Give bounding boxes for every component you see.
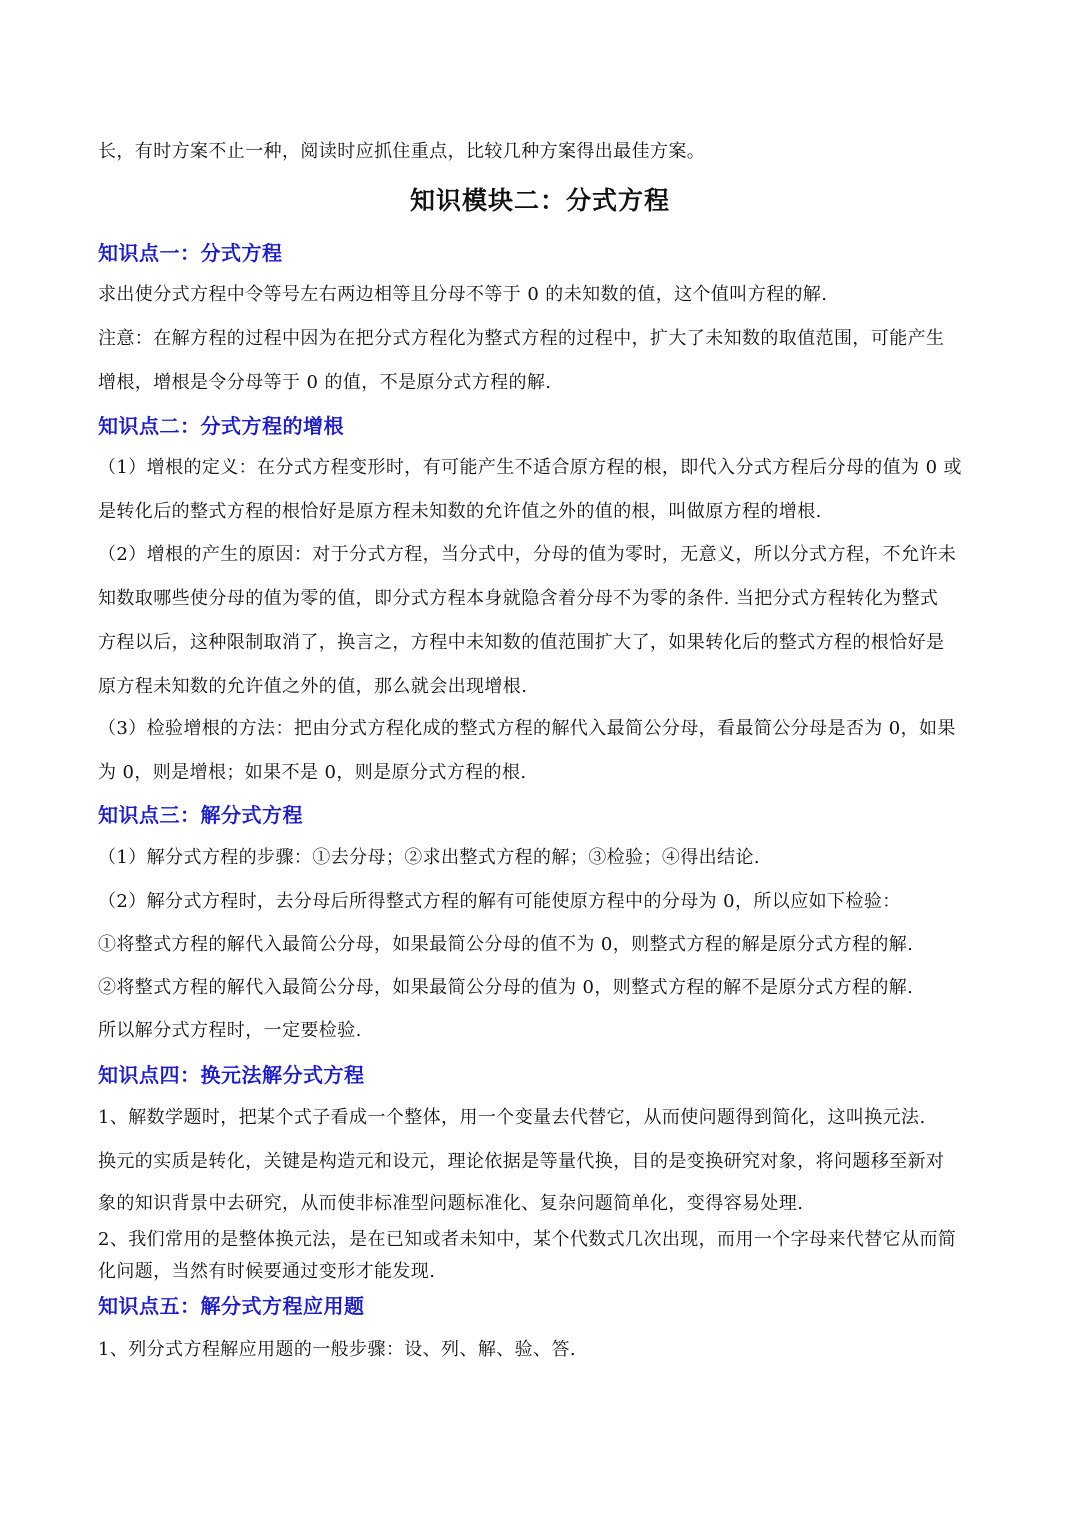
section-4-line-3: 象的知识背景中去研究，从而使非标准型问题标准化、复杂问题简单化，变得容易处理.: [98, 1193, 804, 1214]
section-heading-1: 知识点一：分式方程: [98, 241, 283, 265]
section-1-line-2: 注意：在解方程的过程中因为在把分式方程化为整式方程的过程中，扩大了未知数的取值范围，可能产生: [98, 328, 945, 349]
section-2-line-7: （3）检验增根的方法：把由分式方程化成的整式方程的解代入最简公分母，看最简公分母是否为 0，如果: [98, 718, 956, 739]
section-2-line-3: （2）增根的产生的原因：对于分式方程，当分式中，分母的值为零时，无意义，所以分式方程，不允许未: [98, 544, 957, 565]
section-2-line-1: （1）增根的定义：在分式方程变形时，有可能产生不适合原方程的根，即代入分式方程后分母的值为 0 或: [98, 457, 962, 478]
section-heading-3: 知识点三：解分式方程: [98, 803, 303, 827]
section-2-line-5: 方程以后，这种限制取消了，换言之，方程中未知数的值范围扩大了，如果转化后的整式方程的根恰好是: [98, 632, 945, 653]
section-1-line-1: 求出使分式方程中令等号左右两边相等且分母不等于 0 的未知数的值，这个值叫方程的解.: [98, 284, 828, 305]
section-heading-4: 知识点四：换元法解分式方程: [98, 1063, 365, 1087]
section-1-line-3: 增根，增根是令分母等于 0 的值，不是原分式方程的解.: [98, 372, 552, 393]
section-3-line-5: 所以解分式方程时，一定要检验.: [98, 1020, 362, 1041]
section-3-line-1: （1）解分式方程的步骤：①去分母；②求出整式方程的解；③检验；④得出结论.: [98, 847, 760, 868]
section-heading-5: 知识点五：解分式方程应用题: [98, 1294, 365, 1318]
section-4-line-2: 换元的实质是转化，关键是构造元和设元，理论依据是等量代换，目的是变换研究对象，将问题移至新对: [98, 1151, 945, 1172]
intro-tail-text: 长，有时方案不止一种，阅读时应抓住重点，比较几种方案得出最佳方案。: [98, 141, 706, 162]
section-3-line-2: （2）解分式方程时，去分母后所得整式方程的解有可能使原方程中的分母为 0，所以应如下检验：: [98, 891, 901, 912]
section-4-line-4: 2、我们常用的是整体换元法，是在已知或者未知中，某个代数式几次出现，而用一个字母来代替它从而简: [98, 1229, 957, 1250]
section-3-line-4: ②将整式方程的解代入最简公分母，如果最简公分母的值为 0，则整式方程的解不是原分式方程的解.: [98, 977, 914, 998]
section-2-line-4: 知数取哪些使分母的值为零的值，即分式方程本身就隐含着分母不为零的条件. 当把分式方程转化为整式: [98, 588, 939, 609]
section-5-line-1: 1、列分式方程解应用题的一般步骤：设、列、解、验、答.: [98, 1339, 576, 1360]
section-2-line-2: 是转化后的整式方程的根恰好是原方程未知数的允许值之外的值的根，叫做原方程的增根.: [98, 501, 822, 522]
module-title: 知识模块二：分式方程: [409, 186, 670, 215]
section-4-line-5: 化问题，当然有时候要通过变形才能发现.: [98, 1261, 436, 1282]
section-3-line-3: ①将整式方程的解代入最简公分母，如果最简公分母的值不为 0，则整式方程的解是原分式方程的解.: [98, 934, 914, 955]
section-heading-2: 知识点二：分式方程的增根: [98, 414, 344, 438]
section-4-line-1: 1、解数学题时，把某个式子看成一个整体，用一个变量去代替它，从而使问题得到简化，这叫换元法.: [98, 1107, 926, 1128]
section-2-line-8: 为 0，则是增根；如果不是 0，则是原分式方程的根.: [98, 762, 527, 783]
section-2-line-6: 原方程未知数的允许值之外的值，那么就会出现增根.: [98, 676, 528, 697]
